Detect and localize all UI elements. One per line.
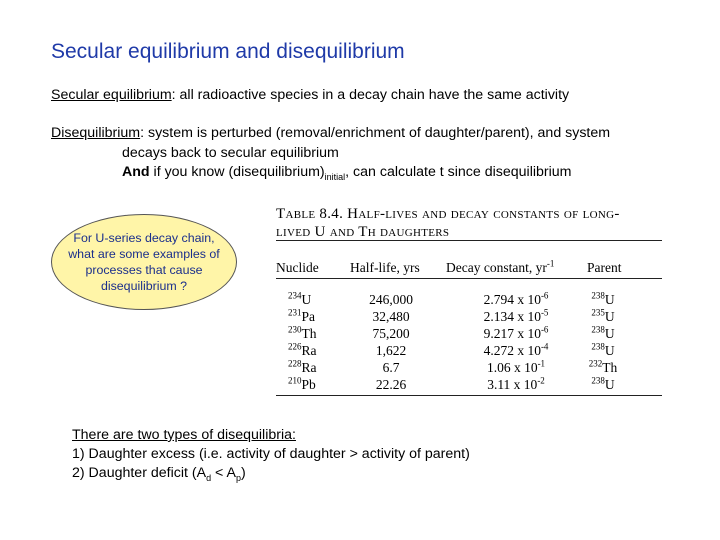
item2-before: 2) Daughter deficit (A — [72, 465, 207, 481]
disequilibrium-definition-text: : system is perturbed (removal/enrichment of daughter/parent), and system — [140, 125, 611, 141]
cell-half-life: 22.26 — [375, 377, 407, 392]
table-caption-line1: Table 8.4. Half-lives and decay constants of long- — [276, 206, 620, 222]
clause-before: if you know (disequilibrium) — [149, 164, 325, 180]
clause-subscript: initial — [324, 171, 346, 182]
types-item-1: 1) Daughter excess (i.e. activity of daughter > activity of parent) — [72, 446, 470, 462]
callout-line: processes that cause — [85, 263, 203, 277]
item2-mid: < A — [211, 465, 236, 481]
page-title: Secular equilibrium and disequilibrium — [51, 40, 405, 63]
lambda-exp: -4 — [540, 341, 549, 352]
cell-parent — [579, 377, 627, 393]
cell-parent — [579, 360, 627, 376]
lambda-base: 2.794 x 10 — [483, 292, 541, 307]
nuclide-symbol: Ra — [301, 360, 317, 375]
nuclide-mass: 226 — [288, 341, 302, 352]
header-nuclide: Nuclide — [276, 260, 319, 275]
clause-after: , can calculate t since disequilibrium — [345, 164, 572, 180]
table-caption — [276, 205, 620, 241]
cell-nuclide — [288, 377, 316, 393]
cell-nuclide — [288, 292, 311, 308]
parent-mass: 232 — [588, 358, 603, 369]
table-bottom-rule — [276, 395, 662, 396]
callout-line: what are some examples of — [68, 247, 220, 261]
cell-nuclide — [288, 309, 315, 325]
cell-nuclide — [288, 360, 317, 376]
secular-definition — [51, 87, 569, 104]
cell-parent — [579, 343, 627, 359]
lambda-exp: -6 — [540, 290, 549, 301]
types-heading-text: There are two types of disequilibria: — [72, 427, 296, 443]
cell-half-life: 1,622 — [375, 343, 407, 358]
header-decay-constant — [446, 260, 554, 276]
item2-sub-p: p — [235, 472, 241, 483]
lambda-exp: -2 — [537, 375, 545, 386]
disequilibrium-term: Disequilibrium — [51, 125, 141, 141]
nuclide-mass: 228 — [288, 358, 302, 369]
lambda-base: 1.06 x 10 — [486, 360, 538, 375]
item2-after: ) — [240, 465, 246, 481]
parent-mass: 238 — [591, 341, 605, 352]
nuclide-mass: 230 — [288, 324, 302, 335]
secular-term: Secular equilibrium — [51, 87, 172, 103]
cell-parent — [579, 326, 627, 342]
cell-parent — [579, 292, 627, 308]
nuclide-symbol: Pb — [301, 377, 316, 392]
callout-line: disequilibrium ? — [100, 279, 188, 293]
parent-mass: 235 — [591, 307, 605, 318]
cell-half-life: 6.7 — [382, 360, 400, 375]
cell-decay-constant — [461, 309, 571, 325]
nuclide-symbol: Ra — [301, 343, 317, 358]
parent-symbol: U — [604, 292, 615, 307]
header-decay-constant-text: Decay constant, yr — [446, 260, 547, 275]
parent-mass: 238 — [591, 324, 605, 335]
item2-sub-d: d — [206, 472, 212, 483]
table-row — [276, 343, 662, 360]
lambda-base: 2.134 x 10 — [483, 309, 541, 324]
types-item-2 — [72, 465, 246, 482]
disequilibrium-clause — [122, 164, 571, 181]
nuclide-mass: 210 — [288, 375, 302, 386]
table-top-rule — [276, 240, 662, 241]
parent-mass: 238 — [591, 290, 605, 301]
parent-symbol: U — [604, 377, 615, 392]
cell-decay-constant — [461, 360, 571, 376]
lambda-base: 4.272 x 10 — [483, 343, 541, 358]
cell-half-life: 32,480 — [372, 309, 410, 324]
cell-half-life: 75,200 — [372, 326, 410, 341]
nuclide-symbol: U — [301, 292, 312, 307]
cell-decay-constant — [461, 377, 571, 393]
cell-nuclide — [288, 326, 317, 342]
lambda-base: 9.217 x 10 — [483, 326, 541, 341]
table-row — [276, 377, 662, 394]
table-row — [276, 360, 662, 377]
callout-oval — [51, 214, 237, 310]
cell-decay-constant — [461, 292, 571, 308]
header-parent: Parent — [587, 260, 622, 275]
nuclide-symbol: Th — [301, 326, 317, 341]
callout-line: For U-series decay chain, — [73, 231, 215, 245]
lambda-exp: -5 — [540, 307, 549, 318]
header-decay-constant-sup: -1 — [546, 258, 555, 269]
types-heading — [72, 427, 296, 444]
cell-half-life: 246,000 — [369, 292, 413, 307]
parent-symbol: Th — [602, 360, 618, 375]
nuclide-symbol: Pa — [301, 309, 315, 324]
parent-mass: 238 — [591, 375, 605, 386]
cell-parent — [579, 309, 627, 325]
lambda-exp: -6 — [540, 324, 549, 335]
parent-symbol: U — [604, 343, 615, 358]
cell-decay-constant — [461, 343, 571, 359]
lambda-exp: -1 — [537, 358, 546, 369]
header-half-life: Half-life, yrs — [350, 260, 420, 275]
nuclide-mass: 231 — [288, 307, 302, 318]
table-row — [276, 309, 662, 326]
and-word: And — [122, 164, 150, 180]
lambda-base: 3.11 x 10 — [487, 377, 538, 392]
disequilibrium-definition — [51, 125, 610, 142]
table-caption-line2: lived U and Th daughters — [276, 224, 450, 240]
parent-symbol: U — [604, 326, 615, 341]
table-header-rule — [276, 278, 662, 279]
table-row — [276, 326, 662, 343]
decay-table — [276, 205, 664, 397]
secular-definition-text: : all radioactive species in a decay chain have the same activity — [171, 87, 570, 103]
table-row — [276, 292, 662, 309]
cell-nuclide — [288, 343, 317, 359]
nuclide-mass: 234 — [288, 290, 302, 301]
disequilibrium-continuation: decays back to secular equilibrium — [122, 145, 339, 161]
cell-decay-constant — [461, 326, 571, 342]
parent-symbol: U — [604, 309, 615, 324]
